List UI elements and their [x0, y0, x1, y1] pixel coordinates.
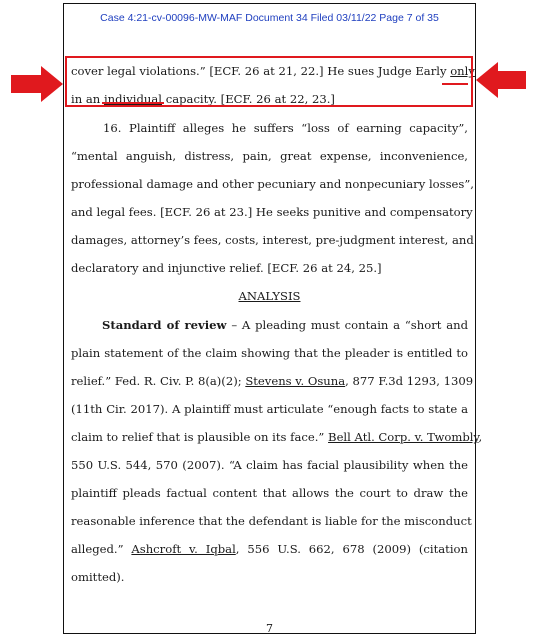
text-line-6: and legal fees. [ECF. 26 at 23.] He seeks punitive and compensatory: [71, 205, 473, 219]
text-line-10: Standard of review – A pleading must contain a “short and: [102, 318, 469, 332]
red-underline-individual: [102, 102, 164, 104]
text-line-8: declaratory and injunctive relief. [ECF. 26 at 24, 25.]: [71, 261, 382, 275]
text-line-7: damages, attorney’s fees, costs, interest, pre-judgment interest, and: [71, 233, 474, 247]
text-line-16: plaintiff pleads factual content that allows the court to draw the: [71, 486, 468, 500]
text-line-12: relief.” Fed. R. Civ. P. 8(a)(2); Stevens v. Osuna, 877 F.3d 1293, 1309: [71, 374, 474, 388]
text-line-13: (11th Cir. 2017). A plaintiff must articulate “enough facts to state a: [71, 402, 468, 416]
text-line-19: omitted).: [71, 570, 125, 584]
right-arrow-icon: [11, 66, 63, 102]
red-underline-only: [442, 83, 468, 85]
highlight-box: [65, 56, 473, 107]
text-line-15: 550 U.S. 544, 570 (2007). “A claim has facial plausibility when the: [71, 458, 468, 472]
case-header: Case 4:21-cv-00096-MW-MAF Document 34 Filed 03/11/22 Page 7 of 35: [100, 12, 439, 24]
text-line-17: reasonable inference that the defendant is liable for the misconduct: [71, 514, 472, 528]
page-number: 7: [266, 622, 273, 635]
text-line-14: claim to relief that is plausible on its face.” Bell Atl. Corp. v. Twombly,: [71, 430, 483, 444]
text-line-5: professional damage and other pecuniary and nonpecuniary losses”,: [71, 177, 474, 191]
text-line-3: 16. Plaintiff alleges he suffers “loss of earning capacity”,: [103, 121, 468, 135]
left-arrow-icon: [476, 62, 526, 98]
section-heading: ANALYSIS: [238, 289, 301, 303]
text-line-18: alleged.” Ashcroft v. Iqbal, 556 U.S. 662, 678 (2009) (citation: [71, 542, 469, 556]
text-line-11: plain statement of the claim showing that the pleader is entitled to: [71, 346, 468, 360]
text-line-2: in an individual capacity. [ECF. 26 at 22, 23.]: [71, 92, 335, 106]
text-line-4: “mental anguish, distress, pain, great expense, inconvenience,: [71, 149, 468, 163]
text-line-1: cover legal violations.” [ECF. 26 at 21, 22.] He sues Judge Early only: [71, 64, 475, 78]
